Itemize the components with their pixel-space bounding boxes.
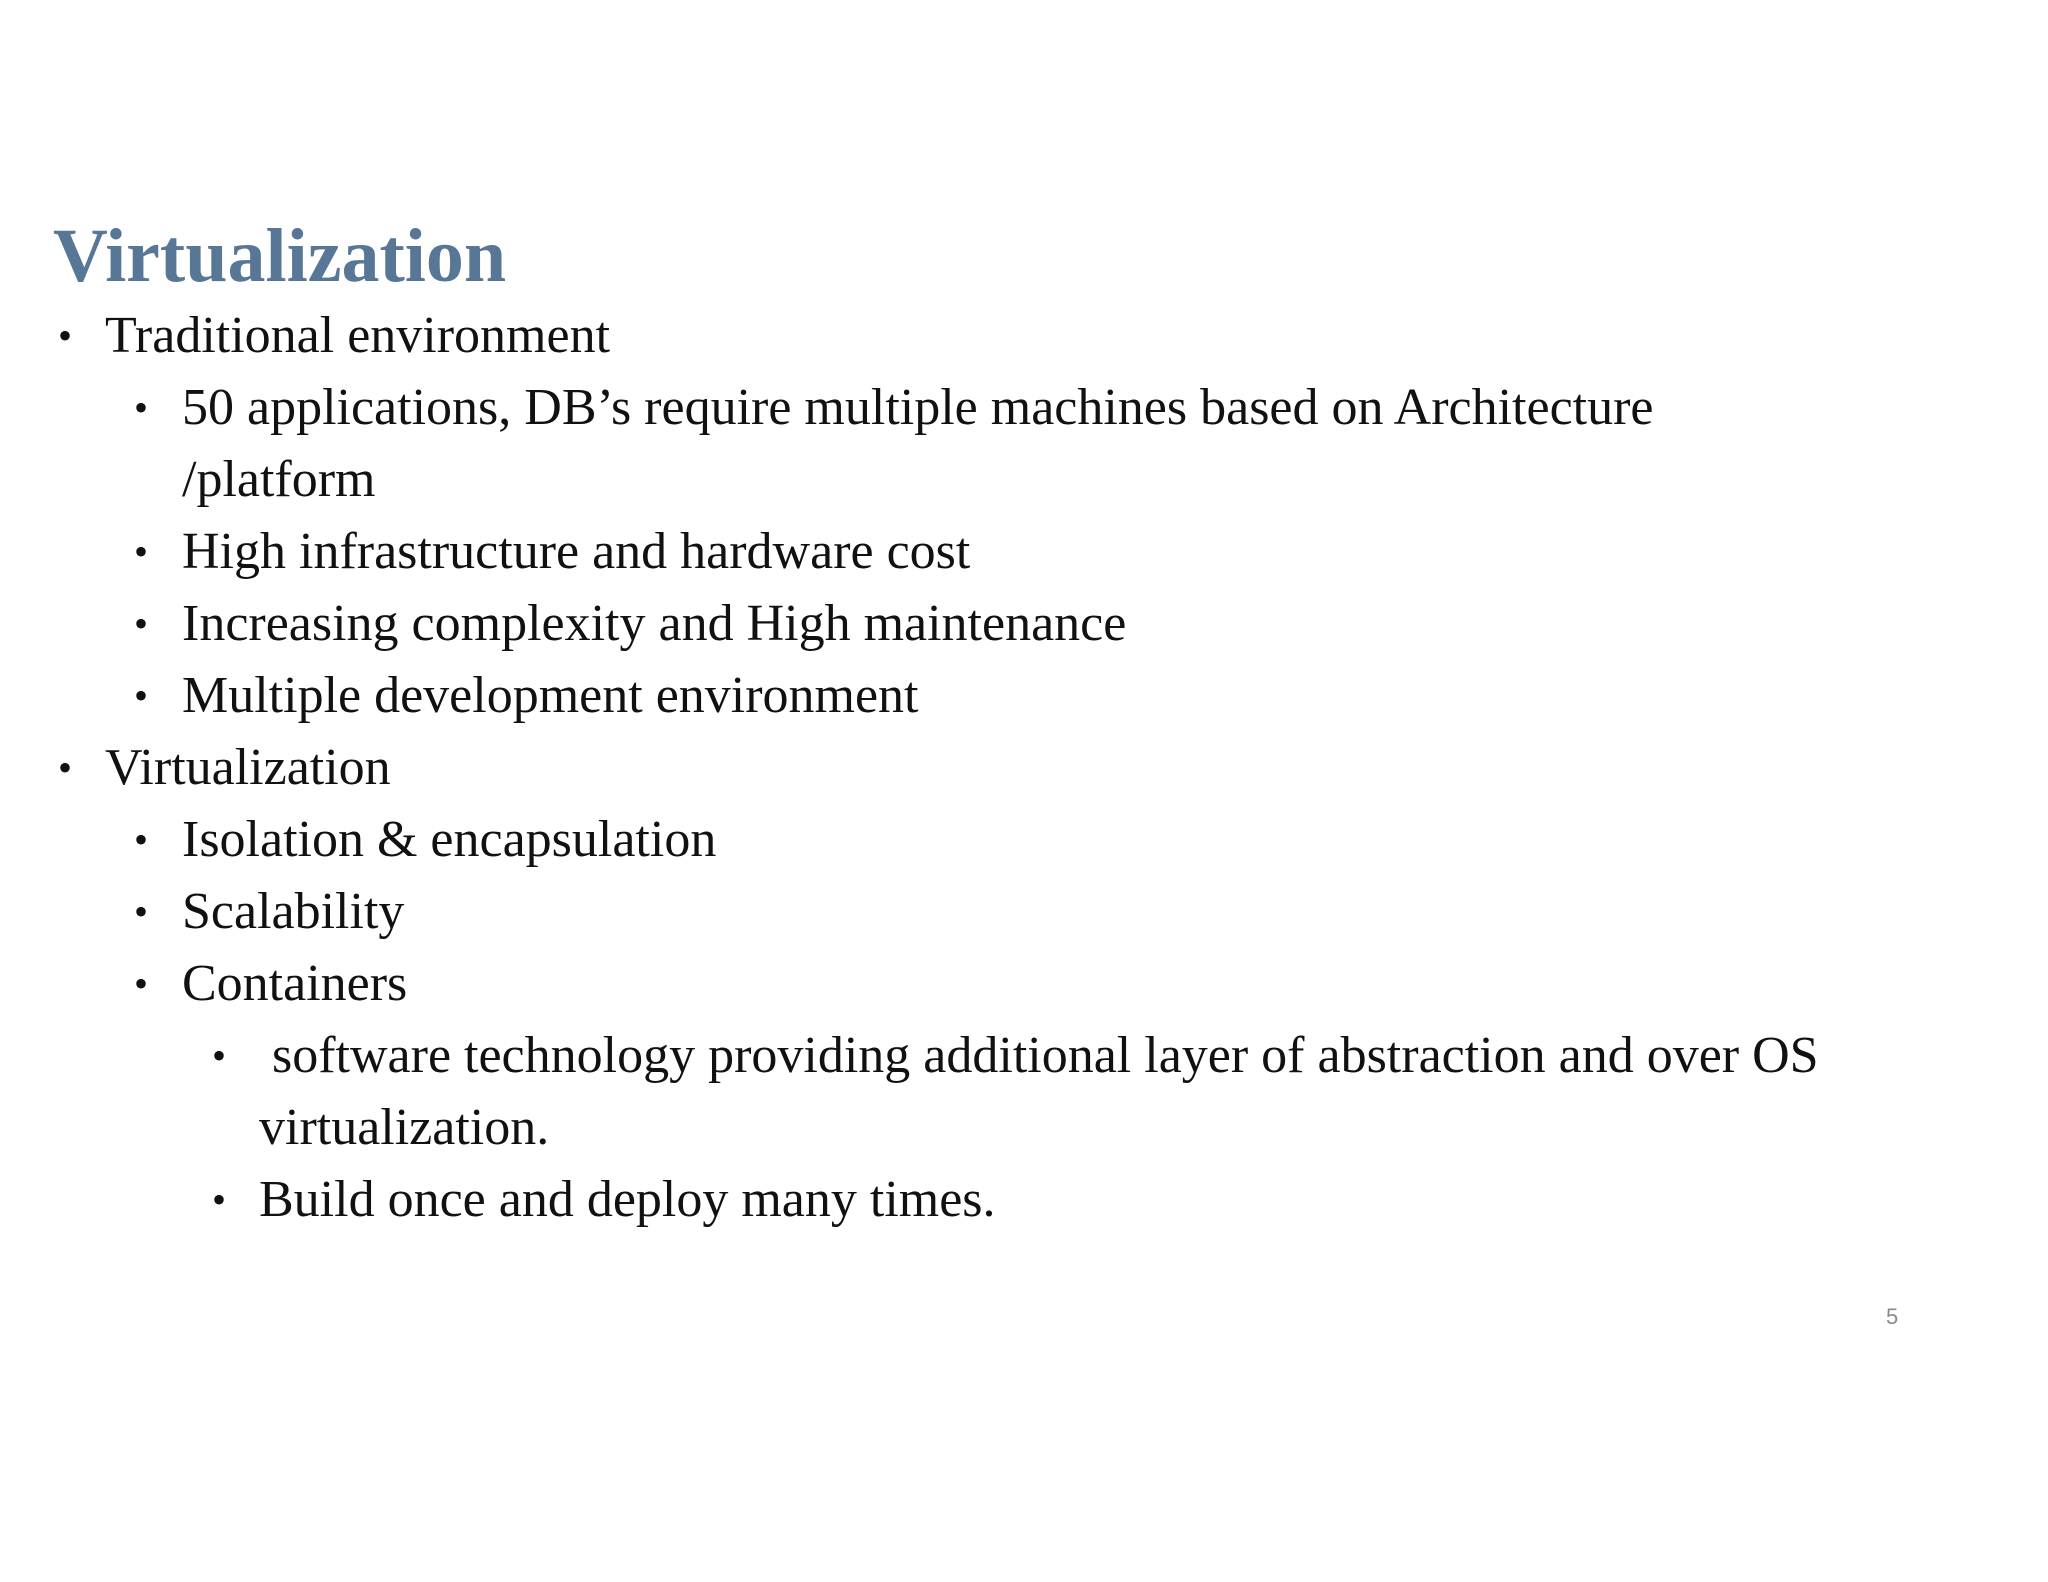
list-item-software-technology bbox=[212, 1020, 1819, 1092]
list-item-label: Increasing complexity and High maintenance bbox=[182, 595, 1127, 652]
bullet-icon: • bbox=[134, 889, 149, 934]
bullet-icon: • bbox=[58, 313, 73, 358]
list-item-build-once bbox=[212, 1164, 996, 1236]
list-item-scalability bbox=[134, 876, 405, 948]
list-item-label: software technology providing additional layer of abstraction and over OS bbox=[259, 1027, 1819, 1084]
bullet-icon: • bbox=[212, 1033, 227, 1078]
list-item-label: Isolation & encapsulation bbox=[182, 811, 717, 868]
bullet-icon: • bbox=[134, 385, 149, 430]
bullet-icon: • bbox=[134, 961, 149, 1006]
bullet-icon: • bbox=[58, 745, 73, 790]
list-item-label: High infrastructure and hardware cost bbox=[182, 523, 971, 580]
list-item-label: Traditional environment bbox=[105, 307, 611, 364]
list-item-dev-environment bbox=[134, 660, 919, 732]
list-item-continuation: virtualization. bbox=[259, 1099, 550, 1156]
list-item-label: 50 applications, DB’s require multiple machines based on Architecture bbox=[182, 379, 1654, 436]
list-item-applications bbox=[134, 372, 1654, 444]
list-item-label: Virtualization bbox=[105, 739, 391, 796]
bullet-icon: • bbox=[134, 529, 149, 574]
list-item-continuation: /platform bbox=[182, 451, 376, 508]
bullet-icon: • bbox=[134, 601, 149, 646]
list-item-label: Scalability bbox=[182, 883, 405, 940]
list-item-containers bbox=[134, 948, 408, 1020]
list-item-label: Multiple development environment bbox=[182, 667, 919, 724]
list-item-traditional-environment bbox=[58, 300, 611, 372]
bullet-icon: • bbox=[134, 817, 149, 862]
list-item-label: Containers bbox=[182, 955, 408, 1012]
slide-title: Virtualization bbox=[53, 214, 507, 298]
bullet-icon: • bbox=[212, 1177, 227, 1222]
page-number: 5 bbox=[1886, 1304, 1899, 1329]
list-item-label: Build once and deploy many times. bbox=[259, 1171, 996, 1228]
list-item-complexity bbox=[134, 588, 1127, 660]
list-item-infrastructure-cost bbox=[134, 516, 971, 588]
list-item-isolation bbox=[134, 804, 717, 876]
bullet-icon: • bbox=[134, 673, 149, 718]
list-item-virtualization bbox=[58, 732, 391, 804]
